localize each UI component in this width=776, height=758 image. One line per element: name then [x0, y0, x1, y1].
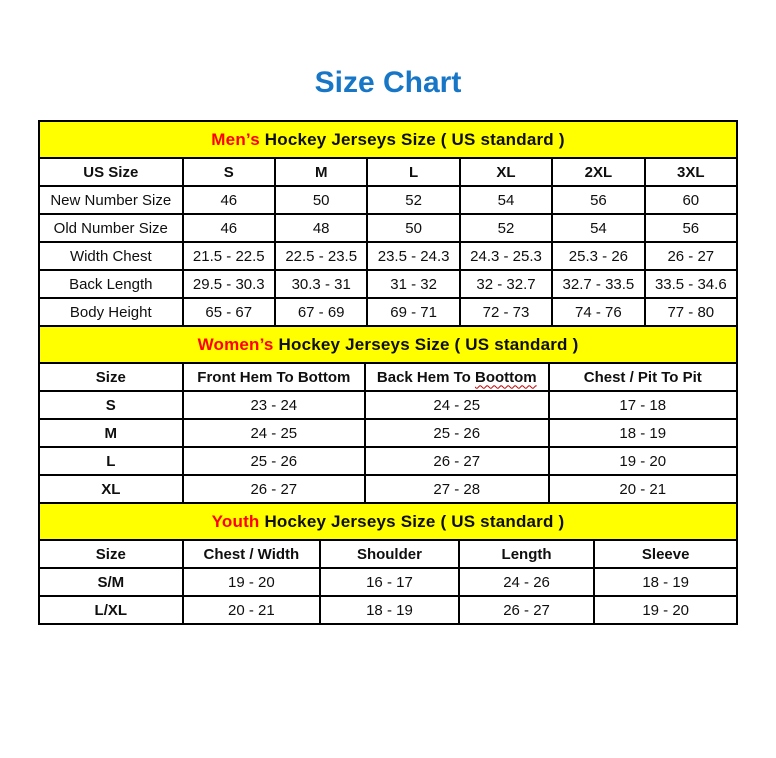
cell: 19 - 20 [183, 568, 321, 596]
cell: 22.5 - 23.5 [275, 242, 367, 270]
cell: 27 - 28 [365, 475, 549, 503]
column-header: Shoulder [320, 540, 459, 568]
cell: 29.5 - 30.3 [183, 270, 275, 298]
cell: 20 - 21 [183, 596, 321, 624]
column-header: 3XL [645, 158, 737, 186]
cell: 18 - 19 [594, 568, 737, 596]
womens-size-table [38, 325, 738, 504]
column-header: Length [459, 540, 595, 568]
cell: 16 - 17 [320, 568, 459, 596]
cell: 24 - 26 [459, 568, 595, 596]
cell: 18 - 19 [320, 596, 459, 624]
cell: 54 [552, 214, 644, 242]
row-label: XL [39, 475, 183, 503]
womens-section-title-highlight: Women’s [197, 334, 274, 354]
row-label: Back Length [39, 270, 183, 298]
cell: 24.3 - 25.3 [460, 242, 552, 270]
table-row [39, 568, 737, 596]
cell: 46 [183, 214, 275, 242]
row-label: M [39, 419, 183, 447]
table-row [39, 186, 737, 214]
youth-column-header-row [39, 540, 737, 568]
youth-section-title: Youth Hockey Jerseys Size ( US standard ) [39, 503, 737, 540]
table-row [39, 596, 737, 624]
cell: 19 - 20 [594, 596, 737, 624]
column-header: M [275, 158, 367, 186]
misspelled-word: Boottom [475, 368, 537, 386]
cell: 46 [183, 186, 275, 214]
row-label: Body Height [39, 298, 183, 326]
cell: 31 - 32 [367, 270, 459, 298]
column-header: Chest / Width [183, 540, 321, 568]
cell: 32 - 32.7 [460, 270, 552, 298]
cell: 48 [275, 214, 367, 242]
row-label: New Number Size [39, 186, 183, 214]
table-row [39, 391, 737, 419]
womens-section-title: Women’s Hockey Jerseys Size ( US standard ) [39, 326, 737, 363]
cell: 17 - 18 [549, 391, 737, 419]
column-header: 2XL [552, 158, 644, 186]
table-row [39, 214, 737, 242]
cell: 21.5 - 22.5 [183, 242, 275, 270]
cell: 65 - 67 [183, 298, 275, 326]
cell: 77 - 80 [645, 298, 737, 326]
mens-section-header-row [39, 121, 737, 158]
cell: 26 - 27 [645, 242, 737, 270]
column-header: S [183, 158, 275, 186]
cell: 50 [275, 186, 367, 214]
row-label: L [39, 447, 183, 475]
cell: 50 [367, 214, 459, 242]
cell: 24 - 25 [365, 391, 549, 419]
cell: 26 - 27 [183, 475, 365, 503]
column-header: Front Hem To Bottom [183, 363, 365, 391]
page-title: Size Chart [314, 66, 462, 99]
cell: 32.7 - 33.5 [552, 270, 644, 298]
cell: 69 - 71 [367, 298, 459, 326]
column-header: US Size [39, 158, 183, 186]
youth-section-header-row [39, 503, 737, 540]
cell: 25 - 26 [365, 419, 549, 447]
cell: 20 - 21 [549, 475, 737, 503]
table-row [39, 447, 737, 475]
cell: 23 - 24 [183, 391, 365, 419]
cell: 19 - 20 [549, 447, 737, 475]
cell: 72 - 73 [460, 298, 552, 326]
cell: 56 [645, 214, 737, 242]
table-row [39, 270, 737, 298]
cell: 52 [460, 214, 552, 242]
cell: 30.3 - 31 [275, 270, 367, 298]
cell: 18 - 19 [549, 419, 737, 447]
cell: 52 [367, 186, 459, 214]
cell: 67 - 69 [275, 298, 367, 326]
mens-section-title: Men’s Hockey Jerseys Size ( US standard ) [39, 121, 737, 158]
column-header: L [367, 158, 459, 186]
womens-section-header-row [39, 326, 737, 363]
row-label: Old Number Size [39, 214, 183, 242]
table-row [39, 475, 737, 503]
cell: 23.5 - 24.3 [367, 242, 459, 270]
table-row [39, 298, 737, 326]
row-label: Width Chest [39, 242, 183, 270]
cell: 25 - 26 [183, 447, 365, 475]
cell: 24 - 25 [183, 419, 365, 447]
column-header: Chest / Pit To Pit [549, 363, 737, 391]
cell: 26 - 27 [365, 447, 549, 475]
column-header: Size [39, 363, 183, 391]
column-header: Back Hem To Boottom [365, 363, 549, 391]
youth-size-table [38, 502, 738, 625]
cell: 74 - 76 [552, 298, 644, 326]
cell: 54 [460, 186, 552, 214]
cell: 26 - 27 [459, 596, 595, 624]
mens-size-table [38, 120, 738, 327]
column-header: Size [39, 540, 183, 568]
mens-section-title-highlight: Men’s [211, 129, 260, 149]
womens-column-header-row [39, 363, 737, 391]
row-label: S [39, 391, 183, 419]
size-tables-container [38, 120, 738, 625]
row-label: L/XL [39, 596, 183, 624]
table-row [39, 242, 737, 270]
cell: 56 [552, 186, 644, 214]
column-header: Sleeve [594, 540, 737, 568]
cell: 60 [645, 186, 737, 214]
mens-column-header-row [39, 158, 737, 186]
cell: 33.5 - 34.6 [645, 270, 737, 298]
cell: 25.3 - 26 [552, 242, 644, 270]
row-label: S/M [39, 568, 183, 596]
column-header: XL [460, 158, 552, 186]
table-row [39, 419, 737, 447]
youth-section-title-highlight: Youth [211, 511, 260, 531]
